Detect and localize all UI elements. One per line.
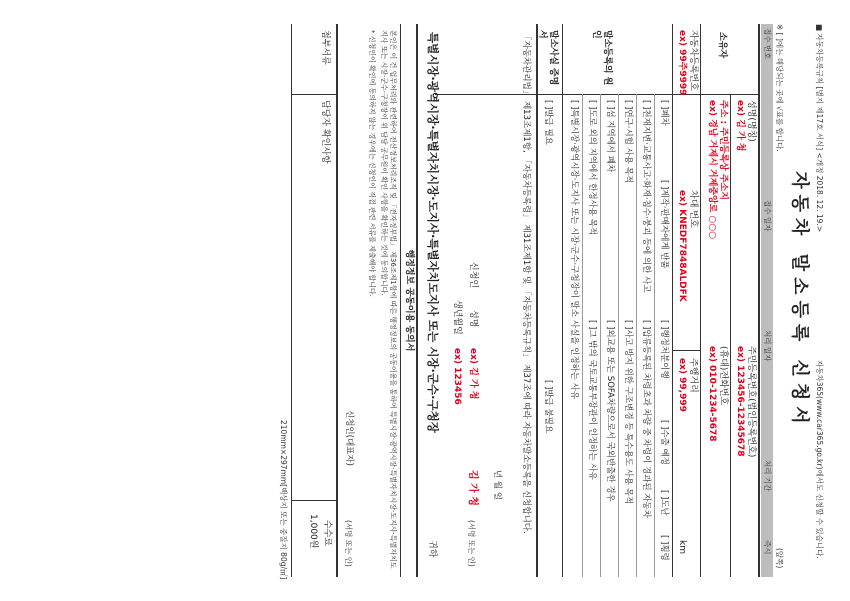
owner-phone-label: (휴대)전화번호 [718, 346, 728, 406]
processing-period-label: 처리 기간 [763, 460, 772, 492]
vehicle-reg-label: 자동차등록번호 [688, 30, 698, 91]
label-column-divider [435, 94, 760, 95]
certificate-no-need[interactable]: [ ]발급 불필요 [543, 380, 553, 434]
footer-divider [292, 94, 338, 95]
reason-island[interactable]: [ ]섬 지역에서 폐차 [605, 100, 615, 173]
reason-line-5 [582, 94, 583, 577]
online-note: 자동차365(www.car365.go.kr)에서도 신청할 수 있습니다. [815, 360, 824, 559]
sharing-text: 본인은 이 건 업무처리와 관련하여 전산정보처리조직 및 「전자정부법」 제36조제1항에 따른 행정정보의 공동이용을 통하여 특별시장·광역시장·특별자치시장·도지사·특별자치도지사 또는 시장·군수·구청장이 위 담당 공무원이 확인 사항을 확인하는 것에 동의합니다. [379, 30, 397, 569]
reason-special[interactable]: [ ]사고 방지 위한 구조변경 등 특수용도 사용 목적 [623, 320, 633, 505]
owner-section-label: 소유자 [717, 32, 727, 59]
vin-label: 차대 번호 [688, 190, 698, 228]
paper-spec: 210mm×297mm[백상지 또는 중질지 80g/㎡] [279, 420, 288, 580]
reason-disaster[interactable]: [ ]천재지변·교통사고·화재·침수·붕괴 등에 의한 사고 [641, 100, 651, 293]
owner-name-label: 성명(명칭) [746, 100, 756, 142]
recipient-suffix: 귀하 [427, 540, 437, 558]
owner-name-value[interactable]: ex) 김 가 청 [735, 100, 745, 152]
owner-id-value[interactable]: ex) 123456-12345678 [735, 346, 745, 457]
mileage-value[interactable]: ex) 99,999 [677, 358, 687, 412]
applicant-name-value[interactable]: ex) 김 가 청 [468, 348, 478, 400]
owner-id-label: 주민등록번호(법인등록번호) [746, 346, 756, 458]
table-top-border [758, 24, 760, 577]
mileage-unit: km [677, 540, 687, 554]
receipt-number-label: 접수 번호 [763, 28, 772, 60]
date-line: 년 월 일 [492, 470, 502, 501]
reason-return[interactable]: [ ]제작·판매자에게 반품 [659, 180, 669, 269]
applicant-birth-label: 생년월일 [452, 300, 462, 335]
statement-text: 「자동차관리법」 제13조제1항, 「자동차등록령」 제31조제1항 및 「자동차등록규칙」 제37조에 따라 자동차말소등록을 신청합니다. [521, 32, 531, 534]
fee-label: 수수료 [322, 520, 332, 547]
applicant-birth-value[interactable]: ex) 123456 [452, 348, 462, 405]
reason-label: 말소등록의 원인 [590, 30, 612, 86]
reason-local-govt[interactable]: [ ]특별시장·광역시장·도지사 또는 시장·군수·구청장이 말소 사실을 인정하는 사유 [569, 100, 579, 400]
front-label: (앞쪽) [775, 548, 784, 569]
sharing-sign-suffix: (서명 또는 인) [344, 520, 353, 567]
owner-address-value[interactable]: ex) 경남 거제시 거제중앙로 ○○○ [707, 100, 717, 240]
reason-line-1 [654, 94, 655, 577]
recipient-name: 특별시장·광역시장·특별자치시장·도지사·특별자치도지사 또는 시장·군수·구청장 [426, 32, 440, 433]
reason-admin[interactable]: [ ]행정처분이행 [659, 320, 669, 379]
reason-scrap[interactable]: [ ]폐차 [659, 100, 669, 126]
owner-address-label: 주소 : 주민등록상 주소지 [718, 100, 728, 200]
reason-export[interactable]: [ ]수출 예정 [659, 420, 669, 465]
fee-divider [292, 500, 338, 501]
certificate-need[interactable]: [ ]발급 필요 [543, 100, 553, 145]
reason-theft[interactable]: [ ]도난 [659, 490, 669, 516]
verify-label: 담당자 확인사항 [320, 100, 330, 164]
reason-embezzle[interactable]: [ ]횡령 [659, 535, 669, 561]
vehicle-row-divider [673, 350, 701, 351]
processing-date-label: 처리 일자 [763, 330, 772, 362]
sharing-note: * 신청인이 확인에 동의하지 않는 경우에는 신청인이 직접 관련 서류를 제출해야 합니다. [368, 30, 376, 297]
vin-value[interactable]: ex) KNEDF7848ALDFK [677, 190, 687, 302]
owner-row-divider [730, 94, 731, 577]
sharing-signer-label: 신청인(대표자) [344, 410, 354, 466]
reason-offroad[interactable]: [ ]도로 외의 지역에서 한정사용 목적 [587, 100, 597, 236]
check-note: ※ [ ]에는 해당되는 곳에 √표를 합니다. [775, 24, 784, 152]
receipt-bar [761, 24, 773, 577]
page-title: 자동차 말소등록 신청서 [789, 171, 810, 430]
attachment-label: 첨부서류 [320, 30, 330, 65]
sharing-title-divider [400, 24, 401, 577]
reason-research[interactable]: [ ]연구·시험 사용 목적 [623, 100, 633, 184]
processing-period-value: 즉시 [763, 540, 772, 555]
mileage-label: 주행거리 [688, 358, 698, 393]
owner-phone-value[interactable]: ex) 010-1234-5678 [707, 346, 717, 442]
sharing-top-border [416, 24, 418, 577]
table-bottom-border [536, 24, 538, 577]
reason-other[interactable]: [ ]그 밖의 국토교통부장관이 인정하는 사유 [587, 320, 597, 480]
reason-line-3 [618, 94, 619, 577]
applicant-sign-label: (서명 또는 인) [467, 520, 476, 567]
fee-value: 1,000원 [308, 514, 318, 549]
reason-seized[interactable]: [ ]압류등록된 차령초과 차량 중 차령이 경과된 자동차 [641, 320, 651, 518]
owner-bottom-border [700, 24, 701, 577]
sharing-bottom-border [336, 24, 338, 577]
vehicle-bottom-border [672, 24, 673, 577]
reason-bottom-border [562, 24, 563, 577]
footer-bottom-border [291, 24, 292, 577]
vehicle-reg-value[interactable]: ex) 99주9999 [677, 30, 687, 96]
form-ref: ■ 자동차등록규칙 [별지 제17호 서식] <개정 2018. 12. 19.> [815, 24, 824, 233]
applicant-signature[interactable]: 김 가 청 [467, 470, 478, 506]
reason-line-2 [636, 94, 637, 577]
reason-line-4 [600, 94, 601, 577]
applicant-label: 신청인 [468, 262, 478, 289]
receipt-date-label: 접수 일자 [763, 200, 772, 232]
certificate-label: 말소사실 증명서 [536, 30, 558, 86]
applicant-name-label: 성명 [468, 310, 478, 328]
reason-diplomatic[interactable]: [ ]외교용 또는 SOFA차량으로서 국외반출한 경우 [605, 320, 615, 502]
sharing-title: 행정정보 공동이용 동의서 [404, 249, 414, 352]
